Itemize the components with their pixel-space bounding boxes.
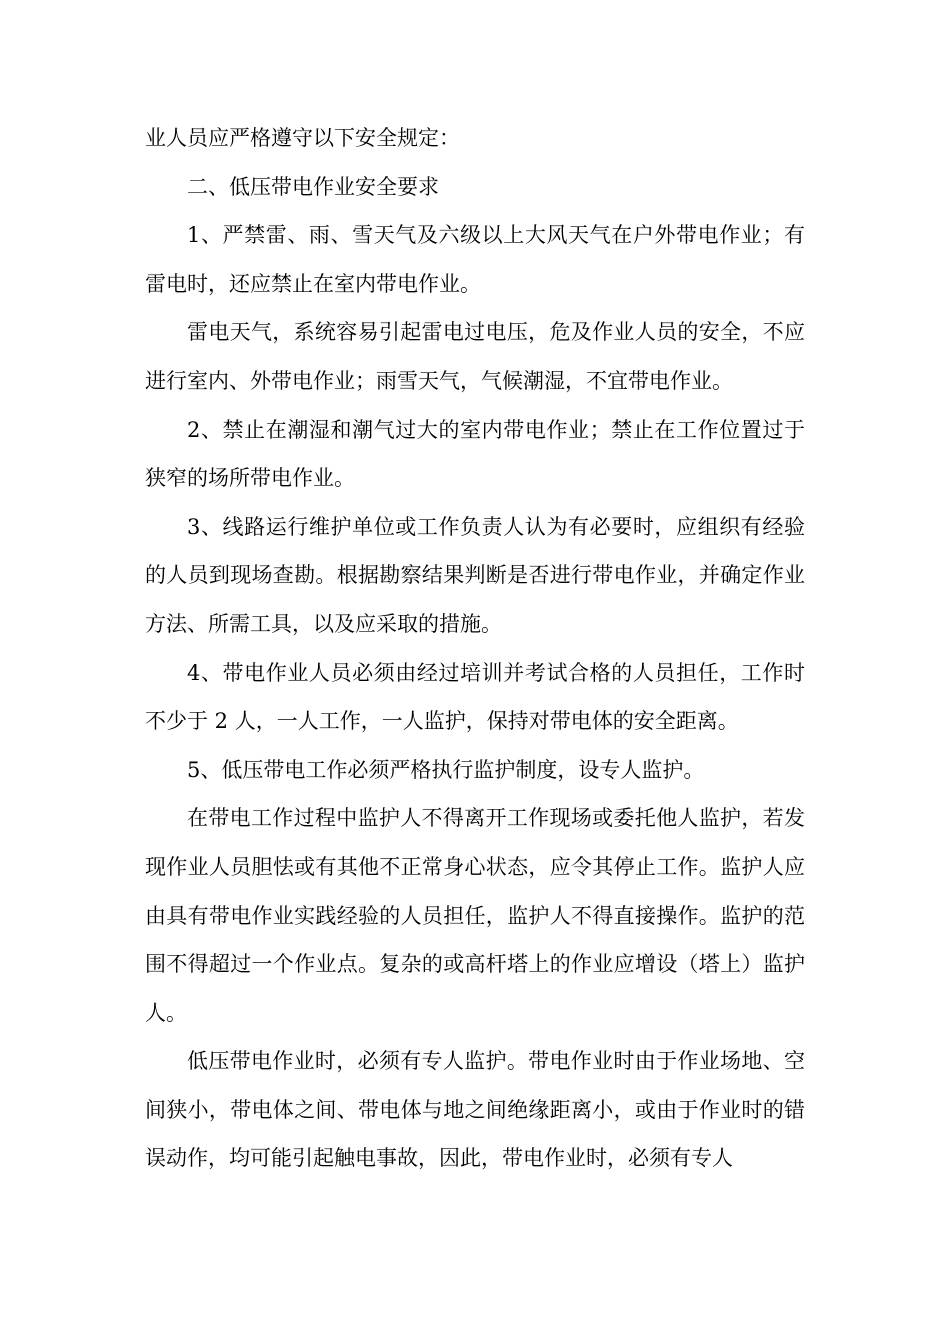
paragraph-item-3: 3、线路运行维护单位或工作负责人认为有必要时，应组织有经验的人员到现场查勘。根据勘察结果判断是否进行带电作业，并确定作业方法、所需工具，以及应采取的措施。 [145, 514, 805, 636]
document-body [145, 114, 805, 1183]
section-heading: 二、低压带电作业安全要求 [187, 174, 439, 199]
paragraph-supervision-note: 低压带电作业时，必须有专人监护。带电作业时由于作业场地、空间狭小，带电体之间、带电体与地之间绝缘距离小，或由于作业时的错误动作，均可能引起触电事故，因此，带电作业时，必须有专人 [145, 1049, 805, 1171]
paragraph-item-2: 2、禁止在潮湿和潮气过大的室内带电作业；禁止在工作位置过于狭窄的场所带电作业。 [145, 417, 805, 491]
paragraph-item-1-explanation: 雷电天气，系统容易引起雷电过电压，危及作业人员的安全，不应进行室内、外带电作业；雨雪天气，气候潮湿，不宜带电作业。 [145, 320, 805, 393]
paragraph-item-5: 5、低压带电工作必须严格执行监护制度，设专人监护。 [187, 757, 705, 782]
paragraph-item-1: 1、严禁雷、雨、雪天气及六级以上大风天气在户外带电作业；有雷电时，还应禁止在室内带电作业。 [145, 223, 805, 296]
paragraph-item-4: 4、带电作业人员必须由经过培训并考试合格的人员担任，工作时不少于 2 人，一人工作，一人监护，保持对带电体的安全距离。 [145, 660, 805, 734]
paragraph-item-5-explanation: 在带电工作过程中监护人不得离开工作现场或委托他人监护，若发现作业人员胆怯或有其他不正常身心状态，应令其停止工作。监护人应由具有带电作业实践经验的人员担任，监护人不得直接操作。监护的范围不得超过一个作业点。复杂的或高杆塔上的作业应增设（塔上）监护人。 [145, 806, 805, 1025]
paragraph-continuation: 业人员应严格遵守以下安全规定： [145, 126, 460, 150]
